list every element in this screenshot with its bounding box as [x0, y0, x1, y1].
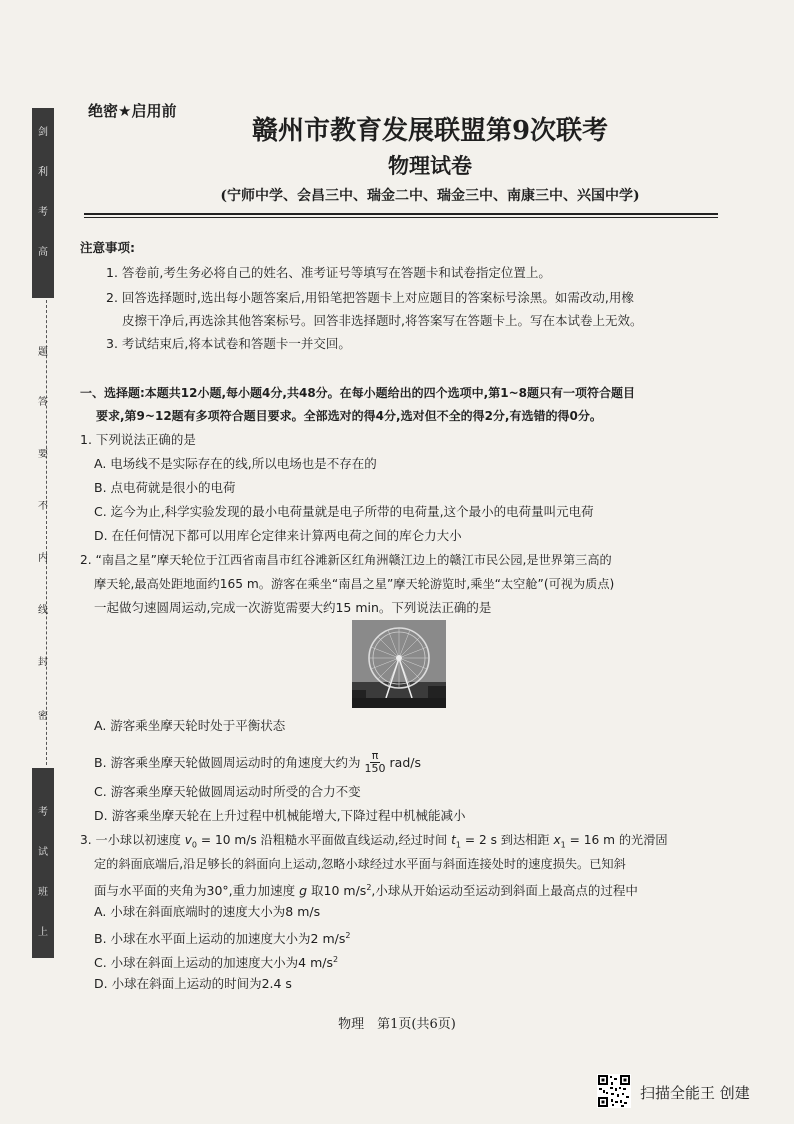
binding-char: 题: [38, 347, 48, 358]
notice-item: 皮擦干净后,再选涂其他答案标号。回答非选择题时,将答案写在答题卡上。写在本试卷上无效。: [122, 313, 643, 328]
question-stem: 2. “南昌之星”摩天轮位于江西省南昌市红谷滩新区红角洲赣江边上的赣江市民公园,是世界第三高的: [80, 553, 612, 567]
binding-dashed-line: [46, 300, 47, 765]
option-b-unit: rad/s: [389, 754, 421, 770]
superscript: 2: [333, 955, 339, 964]
school-list: (宁师中学、会昌三中、瑞金二中、瑞金三中、南康三中、兴国中学): [220, 188, 640, 204]
fraction-denominator: 150: [364, 762, 386, 775]
question-stem: 定的斜面底端后,沿足够长的斜面向上运动,忽略小球经过水平面与斜面连接处时的速度损失。已知斜: [94, 857, 626, 871]
option-text: C. 游客乘坐摩天轮做圆周运动时所受的合力不变: [94, 784, 361, 799]
option-text: [94, 952, 734, 971]
superscript: 2: [366, 883, 372, 892]
stem-text: 面与水平面的夹角为30°,重力加速度: [94, 883, 300, 899]
secret-label: 绝密★启用前: [88, 102, 177, 120]
scanner-watermark: 扫描全能王 创建: [640, 1084, 750, 1102]
option-b-text: B. 小球在水平面上运动的加速度大小为2 m/s: [94, 931, 346, 947]
header-rule-thin: [84, 217, 718, 218]
question-stem: 1. 下列说法正确的是: [80, 432, 196, 447]
fraction-numerator: π: [371, 749, 379, 762]
page-footer: 物理 第1页(共6页): [338, 1017, 456, 1032]
binding-char: 高: [38, 247, 48, 258]
option-b-prefix: B. 游客乘坐摩天轮做圆周运动时的角速度大约为: [94, 754, 361, 770]
binding-char: 试: [38, 847, 48, 858]
section-instructions: 一、选择题:本题共12小题,每小题4分,共48分。在每小题给出的四个选项中,第1~8题只有一项符合题目: [80, 386, 635, 400]
option-text: [94, 750, 734, 775]
ferris-wheel-photo: [352, 620, 446, 708]
exam-title: 赣州市教育发展联盟第9次联考: [251, 116, 609, 146]
binding-char: 不: [38, 501, 48, 512]
notice-heading: 注意事项:: [80, 240, 135, 255]
binding-char: 答: [38, 397, 48, 408]
var-t1: t: [451, 833, 456, 847]
stem-text: = 10 m/s 沿粗糙水平面做直线运动,经过时间: [197, 833, 452, 847]
binding-char: 线: [38, 605, 48, 616]
option-text: A. 电场线不是实际存在的线,所以电场也是不存在的: [94, 456, 377, 471]
fraction: [365, 750, 386, 775]
stem-text: = 16 m 的光滑固: [565, 833, 668, 847]
binding-char: 封: [38, 657, 48, 668]
subscript: 0: [191, 840, 198, 850]
superscript: 2: [345, 931, 351, 940]
var-v0: v: [184, 833, 192, 847]
binding-char: 密: [38, 711, 48, 722]
option-text: A. 小球在斜面底端时的速度大小为8 m/s: [94, 904, 321, 919]
section-instructions: 要求,第9~12题有多项符合题目要求。全部选对的得4分,选对但不全的得2分,有选错的得0分。: [96, 409, 602, 423]
stem-text: 3. 一小球以初速度: [80, 833, 185, 847]
option-text: A. 游客乘坐摩天轮时处于平衡状态: [94, 718, 286, 733]
subscript: 1: [560, 840, 566, 850]
binding-char: 剑: [38, 127, 48, 138]
binding-char: 考: [38, 807, 48, 818]
header-rule-thick: [84, 213, 718, 215]
binding-margin: [0, 0, 60, 1124]
question-stem: [80, 832, 720, 853]
option-text: D. 小球在斜面上运动的时间为2.4 s: [94, 976, 292, 991]
option-text: B. 点电荷就是很小的电荷: [94, 480, 236, 495]
stem-text: ,小球从开始运动至运动到斜面上最高点的过程中: [371, 883, 638, 899]
notice-item: 3. 考试结束后,将本试卷和答题卡一并交回。: [106, 336, 351, 351]
option-text: C. 迄今为止,科学实验发现的最小电荷量就是电子所带的电荷量,这个最小的电荷量叫元电荷: [94, 504, 594, 519]
stem-text: = 2 s 到达相距: [461, 833, 554, 847]
var-g: g: [299, 883, 308, 899]
option-text: D. 游客乘坐摩天轮在上升过程中机械能增大,下降过程中机械能减小: [94, 808, 466, 823]
option-text: [94, 928, 734, 947]
binding-char: 要: [38, 449, 48, 460]
var-x1: x: [553, 833, 561, 847]
subscript: 1: [455, 840, 461, 850]
option-text: D. 在任何情况下都可以用库仑定律来计算两电荷之间的库仑力大小: [94, 528, 462, 543]
binding-char: 班: [38, 887, 48, 898]
binding-char: 内: [38, 553, 48, 564]
stem-text: 取10 m/s: [307, 883, 367, 899]
qr-code-icon: [597, 1074, 631, 1108]
question-stem: 摩天轮,最高处距地面约165 m。游客在乘坐“南昌之星”摩天轮游览时,乘坐“太空舱”(可视为质点): [94, 577, 615, 591]
binding-char: 考: [38, 207, 48, 218]
option-c-text: C. 小球在斜面上运动的加速度大小为4 m/s: [94, 955, 334, 971]
exam-subtitle: 物理试卷: [388, 154, 472, 178]
binding-char: 利: [38, 167, 48, 178]
question-stem: [94, 880, 734, 899]
binding-char: 上: [38, 927, 48, 938]
question-stem: 一起做匀速圆周运动,完成一次游览需要大约15 min。下列说法正确的是: [94, 600, 492, 615]
notice-item: 2. 回答选择题时,选出每小题答案后,用铅笔把答题卡上对应题目的答案标号涂黑。如需改动,用橡: [106, 290, 634, 305]
notice-item: 1. 答卷前,考生务必将自己的姓名、准考证号等填写在答题卡和试卷指定位置上。: [106, 265, 551, 280]
